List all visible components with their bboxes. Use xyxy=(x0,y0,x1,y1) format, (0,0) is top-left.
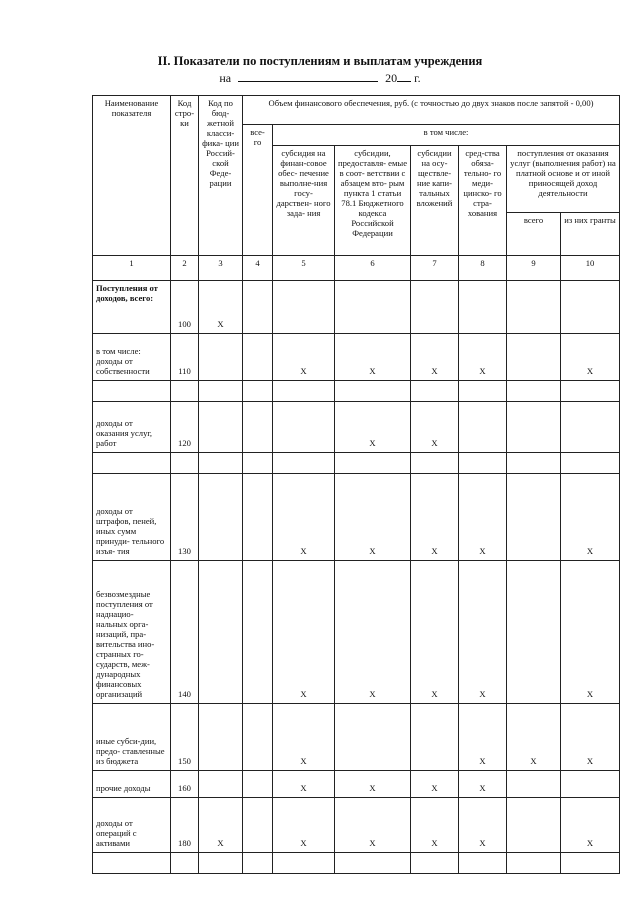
col-number: 3 xyxy=(199,256,243,281)
header-col6: субсидии, предоставля- емые в соот- ветствии с абзацем вто- рым пункта 1 статьи 78.1 Бюджетного кодекса Российской Федерации xyxy=(335,146,411,256)
row-cell: X xyxy=(459,474,507,561)
year-prefix: 20 xyxy=(385,71,398,85)
row-cell xyxy=(199,474,243,561)
row-cell: X xyxy=(273,704,335,771)
spacer-cell xyxy=(561,853,620,874)
row-code: 160 xyxy=(171,771,199,798)
spacer-cell xyxy=(411,853,459,874)
row-code: 100 xyxy=(171,281,199,334)
spacer-cell xyxy=(171,853,199,874)
row-label: доходы от операций с активами xyxy=(93,798,171,853)
row-cell: X xyxy=(459,561,507,704)
spacer-cell xyxy=(243,853,273,874)
header-col7: субсидии на осу- ществле- ние капи- тальных вложений xyxy=(411,146,459,256)
spacer-cell xyxy=(411,453,459,474)
table-row xyxy=(93,334,620,381)
table-row xyxy=(93,771,620,798)
table-row xyxy=(93,704,620,771)
row-label: Поступления от доходов, всего: xyxy=(93,281,171,334)
table-row xyxy=(93,561,620,704)
row-cell xyxy=(507,771,561,798)
header-volume: Объем финансового обеспечения, руб. (с точностью до двух знаков после запятой - 0,00) xyxy=(243,96,620,125)
spacer-cell xyxy=(199,453,243,474)
row-cell: X xyxy=(459,334,507,381)
spacer-cell xyxy=(507,453,561,474)
row-cell: X xyxy=(561,474,620,561)
row-cell: X xyxy=(561,334,620,381)
spacer-cell xyxy=(561,453,620,474)
row-label: в том числе: доходы от собственности xyxy=(93,334,171,381)
row-cell xyxy=(199,771,243,798)
report-date-line xyxy=(0,70,640,86)
spacer-cell xyxy=(93,853,171,874)
spacer-cell xyxy=(335,453,411,474)
spacer-cell xyxy=(459,381,507,402)
spacer-cell xyxy=(243,453,273,474)
row-cell: X xyxy=(273,561,335,704)
row-code: 150 xyxy=(171,704,199,771)
spacer-cell xyxy=(335,381,411,402)
page-title: II. Показатели по поступлениям и выплатам учреждения xyxy=(157,54,483,68)
header-name: Наименование показателя xyxy=(93,96,171,256)
row-cell xyxy=(243,798,273,853)
row-cell: X xyxy=(411,402,459,453)
row-cell xyxy=(459,281,507,334)
row-cell xyxy=(243,281,273,334)
header-including: в том числе: xyxy=(273,125,620,146)
row-cell xyxy=(243,334,273,381)
row-cell: X xyxy=(561,798,620,853)
col-number: 1 xyxy=(93,256,171,281)
col-number: 6 xyxy=(335,256,411,281)
row-cell: X xyxy=(199,798,243,853)
spacer-cell xyxy=(561,381,620,402)
row-cell: X xyxy=(273,798,335,853)
row-cell: X xyxy=(273,474,335,561)
row-label: доходы от штрафов, пеней, иных сумм принуди- тельного изъя- тия xyxy=(93,474,171,561)
spacer-row xyxy=(93,853,620,874)
header-col8: сред-ства обяза- тельно- го меди- цинско- го стра- хования xyxy=(459,146,507,256)
row-cell xyxy=(273,402,335,453)
row-cell xyxy=(507,281,561,334)
row-cell xyxy=(507,402,561,453)
spacer-cell xyxy=(507,381,561,402)
col-number: 10 xyxy=(561,256,620,281)
table-row xyxy=(93,402,620,453)
table-row xyxy=(93,281,620,334)
row-cell: X xyxy=(411,798,459,853)
spacer-cell xyxy=(171,453,199,474)
spacer-cell xyxy=(507,853,561,874)
row-code: 180 xyxy=(171,798,199,853)
row-cell xyxy=(199,402,243,453)
header-code: Код стро- ки xyxy=(171,96,199,256)
row-cell xyxy=(507,334,561,381)
row-cell xyxy=(199,561,243,704)
row-cell xyxy=(335,281,411,334)
row-cell: X xyxy=(561,704,620,771)
header-total: все- го xyxy=(243,125,273,256)
spacer-row xyxy=(93,381,620,402)
date-blank xyxy=(238,70,378,82)
row-label: безвозмездные поступления от наднацио- нальных орга- низаций, пра- вительства ино- странных го- сударств, меж- дународных финансовых организаций xyxy=(93,561,171,704)
row-cell: X xyxy=(411,474,459,561)
row-cell xyxy=(411,281,459,334)
col-number: 9 xyxy=(507,256,561,281)
spacer-cell xyxy=(335,853,411,874)
col-number: 5 xyxy=(273,256,335,281)
row-cell: X xyxy=(459,771,507,798)
header-row-1 xyxy=(93,96,620,125)
row-cell xyxy=(561,281,620,334)
spacer-cell xyxy=(273,453,335,474)
row-cell: X xyxy=(507,704,561,771)
spacer-cell xyxy=(93,381,171,402)
row-cell: X xyxy=(561,561,620,704)
row-cell xyxy=(459,402,507,453)
row-code: 130 xyxy=(171,474,199,561)
table-row xyxy=(93,474,620,561)
row-cell xyxy=(273,281,335,334)
row-cell xyxy=(507,798,561,853)
col-number: 7 xyxy=(411,256,459,281)
spacer-cell xyxy=(171,381,199,402)
row-code: 120 xyxy=(171,402,199,453)
table-row xyxy=(93,798,620,853)
date-prefix: на xyxy=(219,71,232,85)
year-suffix: г. xyxy=(414,71,421,85)
row-cell: X xyxy=(199,281,243,334)
spacer-cell xyxy=(411,381,459,402)
spacer-cell xyxy=(199,381,243,402)
row-cell xyxy=(411,704,459,771)
row-cell: X xyxy=(335,771,411,798)
header-col9: всего xyxy=(507,213,561,256)
row-cell xyxy=(243,402,273,453)
row-cell xyxy=(199,334,243,381)
row-label: прочие доходы xyxy=(93,771,171,798)
row-cell: X xyxy=(335,474,411,561)
row-cell xyxy=(561,402,620,453)
col-number: 8 xyxy=(459,256,507,281)
spacer-cell xyxy=(199,853,243,874)
row-cell xyxy=(561,771,620,798)
row-code: 140 xyxy=(171,561,199,704)
header-col10: из них гранты xyxy=(561,213,620,256)
header-budget-code: Код по бюд- жетной класси- фика- ции Россий- ской Феде- рации xyxy=(199,96,243,256)
header-col9-10: поступления от оказания услуг (выполнения работ) на платной основе и от иной приносящей доход деятельности xyxy=(507,146,620,213)
col-number: 4 xyxy=(243,256,273,281)
spacer-cell xyxy=(273,853,335,874)
row-cell: X xyxy=(411,334,459,381)
row-cell: X xyxy=(273,334,335,381)
row-cell: X xyxy=(459,798,507,853)
row-label: доходы от оказания услуг, работ xyxy=(93,402,171,453)
row-cell: X xyxy=(335,798,411,853)
row-cell xyxy=(243,771,273,798)
indicators-table xyxy=(92,95,620,874)
row-cell xyxy=(507,474,561,561)
col-number: 2 xyxy=(171,256,199,281)
row-cell xyxy=(243,704,273,771)
spacer-cell xyxy=(93,453,171,474)
row-cell: X xyxy=(335,402,411,453)
year-blank xyxy=(397,70,411,82)
row-cell xyxy=(243,561,273,704)
spacer-cell xyxy=(459,853,507,874)
spacer-cell xyxy=(459,453,507,474)
row-cell: X xyxy=(411,771,459,798)
row-cell xyxy=(243,474,273,561)
row-cell xyxy=(199,704,243,771)
header-col5: субсидия на финан-совое обес- печение выполне-ния госу- дарствен- ного зада- ния xyxy=(273,146,335,256)
row-label: иные субси-дии, предо- ставленные из бюджета xyxy=(93,704,171,771)
spacer-cell xyxy=(273,381,335,402)
spacer-cell xyxy=(243,381,273,402)
spacer-row xyxy=(93,453,620,474)
row-cell: X xyxy=(335,561,411,704)
row-cell: X xyxy=(335,334,411,381)
row-cell: X xyxy=(459,704,507,771)
column-numbers-row xyxy=(93,256,620,281)
row-cell: X xyxy=(273,771,335,798)
table-body xyxy=(93,281,620,874)
row-cell xyxy=(507,561,561,704)
row-code: 110 xyxy=(171,334,199,381)
row-cell xyxy=(335,704,411,771)
row-cell: X xyxy=(411,561,459,704)
